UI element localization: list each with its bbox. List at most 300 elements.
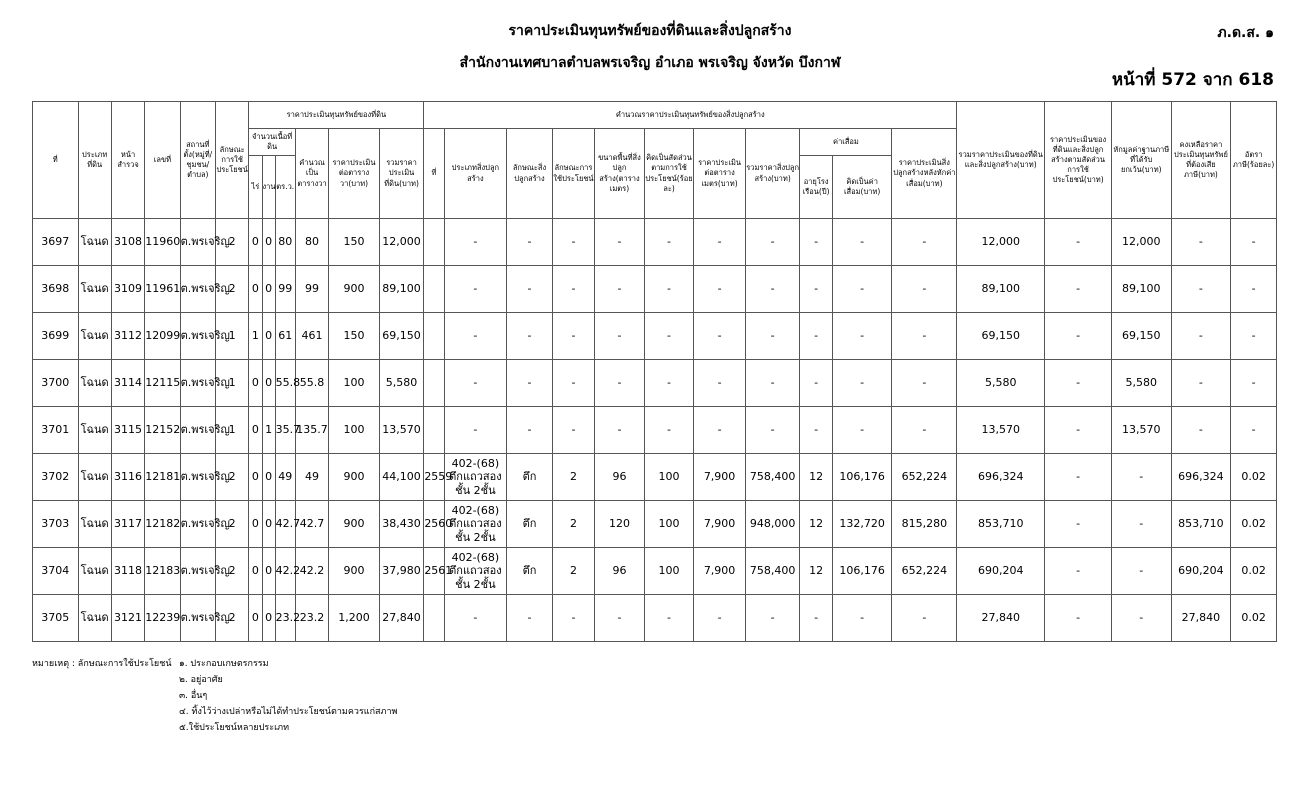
cell-price-per-wa: 900 <box>329 454 380 501</box>
col-mixed-price: ราคาประเมินของที่ดินและสิ่งปลูกสร้างตามสัดส่วนการใช้ประโยชน์(บาท) <box>1045 102 1112 219</box>
cell-building-net: - <box>892 407 957 454</box>
cell-price-per-wa: 900 <box>329 266 380 313</box>
cell-age: - <box>800 219 832 266</box>
cell-doc-no: 12099 <box>145 313 180 360</box>
cell-depreciation: - <box>832 219 892 266</box>
group-land-area: จำนวนเนื้อที่ดิน <box>249 129 296 156</box>
cell-building-percent: - <box>644 313 694 360</box>
document-title: ราคาประเมินทุนทรัพย์ของที่ดินและสิ่งปลูกสร้าง <box>508 23 792 39</box>
cell-land-type: โฉนด <box>78 454 111 501</box>
cell-wa: 80 <box>275 219 295 266</box>
cell-usage: 2 <box>216 501 249 548</box>
cell-rai: 0 <box>249 454 262 501</box>
col-price-per-m2: ราคาประเมินต่อตารางเมตร(บาท) <box>694 129 746 219</box>
cell-taxable: - <box>1171 313 1231 360</box>
group-depreciation: ค่าเสื่อม <box>800 129 892 156</box>
cell-tax-rate: 0.02 <box>1231 454 1277 501</box>
cell-usage: 2 <box>216 266 249 313</box>
cell-location: ต.พรเจริญ <box>180 595 215 642</box>
cell-wa: 42.7 <box>275 501 295 548</box>
cell-building-percent: 100 <box>644 548 694 595</box>
table-row <box>33 595 1277 642</box>
cell-building-no <box>424 360 444 407</box>
cell-rai: 0 <box>249 501 262 548</box>
table-row <box>33 360 1277 407</box>
cell-depreciation: - <box>832 407 892 454</box>
cell-grand-total: 690,204 <box>957 548 1045 595</box>
cell-price-per-wa: 100 <box>329 407 380 454</box>
cell-land-total: 37,980 <box>379 548 424 595</box>
cell-building-no <box>424 266 444 313</box>
cell-building-total: 948,000 <box>745 501 800 548</box>
cell-building-usage: 2 <box>552 454 594 501</box>
cell-location: ต.พรเจริญ <box>180 266 215 313</box>
cell-building-net: - <box>892 595 957 642</box>
cell-land-total: 69,150 <box>379 313 424 360</box>
cell-building-net: 815,280 <box>892 501 957 548</box>
cell-grand-total: 69,150 <box>957 313 1045 360</box>
col-ngan: งาน <box>262 156 275 219</box>
cell-usage: 2 <box>216 548 249 595</box>
cell-building-usage: - <box>552 313 594 360</box>
cell-survey-page: 3112 <box>111 313 144 360</box>
cell-grand-total: 12,000 <box>957 219 1045 266</box>
cell-building-area: 120 <box>595 501 645 548</box>
col-building-area: ขนาดพื้นที่สิ่งปลูกสร้าง(ตารางเมตร) <box>595 129 645 219</box>
cell-building-area: - <box>595 360 645 407</box>
cell-exemption: 13,570 <box>1111 407 1171 454</box>
cell-building-no: 2560 <box>424 501 444 548</box>
cell-building-type: - <box>444 266 507 313</box>
cell-land-type: โฉนด <box>78 595 111 642</box>
cell-exemption: 69,150 <box>1111 313 1171 360</box>
cell-taxable: 853,710 <box>1171 501 1231 548</box>
cell-age: - <box>800 595 832 642</box>
cell-building-kind: - <box>507 266 553 313</box>
cell-doc-no: 12152 <box>145 407 180 454</box>
cell-building-type: 402-(68) ตึกแถวสองชั้น 2ชั้น <box>444 501 507 548</box>
cell-building-no <box>424 407 444 454</box>
cell-land-type: โฉนด <box>78 548 111 595</box>
cell-exemption: - <box>1111 595 1171 642</box>
cell-sq-wa: 49 <box>295 454 328 501</box>
cell-ngan: 0 <box>262 454 275 501</box>
cell-building-usage: - <box>552 595 594 642</box>
col-land-type: ประเภทที่ดิน <box>78 102 111 219</box>
cell-building-no <box>424 595 444 642</box>
cell-building-type: - <box>444 360 507 407</box>
cell-building-kind: ตึก <box>507 548 553 595</box>
cell-building-area: - <box>595 219 645 266</box>
cell-building-net: - <box>892 219 957 266</box>
cell-location: ต.พรเจริญ <box>180 313 215 360</box>
table-row <box>33 501 1277 548</box>
cell-location: ต.พรเจริญ <box>180 360 215 407</box>
cell-grand-total: 853,710 <box>957 501 1045 548</box>
cell-exemption: - <box>1111 454 1171 501</box>
col-depreciation: คิดเป็นค่าเสื่อม(บาท) <box>832 156 892 219</box>
assessment-table <box>32 101 1277 642</box>
cell-grand-total: 89,100 <box>957 266 1045 313</box>
cell-age: 12 <box>800 501 832 548</box>
cell-taxable: - <box>1171 266 1231 313</box>
col-building-percent: คิดเป็นสัดส่วนตามการใช้ประโยชน์(ร้อยละ) <box>644 129 694 219</box>
cell-doc-no: 12181 <box>145 454 180 501</box>
col-location: สถานที่ตั้ง(หมู่ที่/ชุมชน/ตำบล) <box>180 102 215 219</box>
cell-survey-page: 3117 <box>111 501 144 548</box>
col-taxable: คงเหลือราคาประเมินทุนทรัพย์ที่ต้องเสียภาษี(บาท) <box>1171 102 1231 219</box>
footnote-label: หมายเหตุ : ลักษณะการใช้ประโยชน์ <box>32 659 172 669</box>
cell-price-per-m2: 7,900 <box>694 548 746 595</box>
cell-tax-rate: 0.02 <box>1231 595 1277 642</box>
cell-price-per-m2: - <box>694 595 746 642</box>
cell-age: 12 <box>800 454 832 501</box>
footnote-item: ๔. ทิ้งไว้ว่างเปล่าหรือไม่ได้ทำประโยชน์ตามควรแก่สภาพ <box>179 707 398 717</box>
cell-grand-total: 696,324 <box>957 454 1045 501</box>
cell-mixed-price: - <box>1045 360 1112 407</box>
cell-tax-rate: - <box>1231 360 1277 407</box>
cell-wa: 49 <box>275 454 295 501</box>
cell-building-usage: 2 <box>552 548 594 595</box>
cell-rai: 0 <box>249 407 262 454</box>
cell-usage: 1 <box>216 407 249 454</box>
cell-exemption: - <box>1111 501 1171 548</box>
cell-building-kind: ตึก <box>507 501 553 548</box>
cell-wa: 35.7 <box>275 407 295 454</box>
cell-land-type: โฉนด <box>78 313 111 360</box>
cell-land-total: 5,580 <box>379 360 424 407</box>
cell-depreciation: 106,176 <box>832 548 892 595</box>
cell-land-type: โฉนด <box>78 407 111 454</box>
cell-rai: 0 <box>249 595 262 642</box>
table-row <box>33 313 1277 360</box>
cell-usage: 1 <box>216 313 249 360</box>
cell-building-kind: - <box>507 407 553 454</box>
cell-tax-rate: 0.02 <box>1231 548 1277 595</box>
cell-survey-page: 3108 <box>111 219 144 266</box>
cell-taxable: - <box>1171 360 1231 407</box>
cell-sq-wa: 55.8 <box>295 360 328 407</box>
cell-building-percent: - <box>644 360 694 407</box>
cell-building-total: - <box>745 407 800 454</box>
cell-no: 3703 <box>33 501 79 548</box>
cell-ngan: 0 <box>262 501 275 548</box>
cell-age: - <box>800 407 832 454</box>
cell-building-net: 652,224 <box>892 454 957 501</box>
cell-building-total: - <box>745 595 800 642</box>
cell-usage: 1 <box>216 360 249 407</box>
cell-building-type: - <box>444 219 507 266</box>
cell-price-per-wa: 900 <box>329 548 380 595</box>
cell-building-percent: 100 <box>644 454 694 501</box>
office-subtitle: สำนักงานเทศบาลตำบลพรเจริญ อำเภอ พรเจริญ จังหวัด บึงกาฬ <box>459 55 841 71</box>
cell-rai: 0 <box>249 219 262 266</box>
cell-building-net: - <box>892 360 957 407</box>
cell-wa: 99 <box>275 266 295 313</box>
cell-price-per-m2: 7,900 <box>694 454 746 501</box>
cell-building-total: - <box>745 360 800 407</box>
cell-survey-page: 3114 <box>111 360 144 407</box>
cell-sq-wa: 42.7 <box>295 501 328 548</box>
cell-mixed-price: - <box>1045 454 1112 501</box>
cell-ngan: 0 <box>262 360 275 407</box>
cell-price-per-m2: - <box>694 360 746 407</box>
cell-ngan: 0 <box>262 595 275 642</box>
cell-location: ต.พรเจริญ <box>180 501 215 548</box>
cell-building-area: - <box>595 313 645 360</box>
cell-mixed-price: - <box>1045 501 1112 548</box>
cell-building-type: - <box>444 313 507 360</box>
col-building-usage: ลักษณะการใช้ประโยชน์ <box>552 129 594 219</box>
group-land-price: ราคาประเมินทุนทรัพย์ของที่ดิน <box>249 102 424 129</box>
footnote-first-line <box>32 656 397 672</box>
cell-no: 3704 <box>33 548 79 595</box>
col-doc-no: เลขที่ <box>145 102 180 219</box>
table-row <box>33 407 1277 454</box>
cell-tax-rate: - <box>1231 219 1277 266</box>
cell-mixed-price: - <box>1045 313 1112 360</box>
col-no: ที่ <box>33 102 79 219</box>
col-age: อายุโรงเรือน(ปี) <box>800 156 832 219</box>
cell-land-total: 38,430 <box>379 501 424 548</box>
cell-survey-page: 3116 <box>111 454 144 501</box>
col-rai: ไร่ <box>249 156 262 219</box>
cell-wa: 61 <box>275 313 295 360</box>
cell-usage: 2 <box>216 595 249 642</box>
cell-building-no: 2561 <box>424 548 444 595</box>
cell-building-percent: - <box>644 407 694 454</box>
cell-land-total: 12,000 <box>379 219 424 266</box>
cell-building-total: - <box>745 266 800 313</box>
cell-land-total: 27,840 <box>379 595 424 642</box>
cell-age: - <box>800 266 832 313</box>
cell-building-net: - <box>892 266 957 313</box>
cell-sq-wa: 23.2 <box>295 595 328 642</box>
table-body <box>33 219 1277 642</box>
cell-tax-rate: - <box>1231 407 1277 454</box>
cell-building-total: 758,400 <box>745 454 800 501</box>
cell-building-usage: - <box>552 407 594 454</box>
col-tax-rate: อัตราภาษี(ร้อยละ) <box>1231 102 1277 219</box>
cell-land-total: 89,100 <box>379 266 424 313</box>
cell-taxable: 27,840 <box>1171 595 1231 642</box>
cell-building-no: 2559 <box>424 454 444 501</box>
cell-no: 3701 <box>33 407 79 454</box>
cell-taxable: - <box>1171 219 1231 266</box>
col-land-total: รวมราคาประเมินที่ดิน(บาท) <box>379 129 424 219</box>
cell-building-percent: 100 <box>644 501 694 548</box>
cell-land-type: โฉนด <box>78 360 111 407</box>
cell-building-area: 96 <box>595 454 645 501</box>
cell-survey-page: 3118 <box>111 548 144 595</box>
col-wa: ตร.ว. <box>275 156 295 219</box>
cell-building-usage: - <box>552 360 594 407</box>
cell-rai: 0 <box>249 548 262 595</box>
cell-mixed-price: - <box>1045 595 1112 642</box>
cell-land-type: โฉนด <box>78 501 111 548</box>
cell-rai: 0 <box>249 266 262 313</box>
cell-location: ต.พรเจริญ <box>180 219 215 266</box>
cell-depreciation: 132,720 <box>832 501 892 548</box>
footnote-item: ๕.ใช้ประโยชน์หลายประเภท <box>179 723 290 733</box>
cell-grand-total: 5,580 <box>957 360 1045 407</box>
cell-doc-no: 12115 <box>145 360 180 407</box>
cell-doc-no: 11961 <box>145 266 180 313</box>
cell-no: 3705 <box>33 595 79 642</box>
cell-exemption: 12,000 <box>1111 219 1171 266</box>
cell-tax-rate: - <box>1231 313 1277 360</box>
col-survey-page: หน้าสำรวจ <box>111 102 144 219</box>
footnote-item: ๓. อื่นๆ <box>179 691 208 701</box>
footnote-item: ๒. อยู่อาศัย <box>179 675 223 685</box>
col-exemption: หักมูลค่าฐานภาษีที่ได้รับยกเว้น(บาท) <box>1111 102 1171 219</box>
cell-tax-rate: - <box>1231 266 1277 313</box>
cell-grand-total: 27,840 <box>957 595 1045 642</box>
cell-building-area: - <box>595 595 645 642</box>
cell-mixed-price: - <box>1045 548 1112 595</box>
cell-sq-wa: 80 <box>295 219 328 266</box>
cell-exemption: 5,580 <box>1111 360 1171 407</box>
cell-depreciation: - <box>832 313 892 360</box>
cell-wa: 55.8 <box>275 360 295 407</box>
cell-survey-page: 3115 <box>111 407 144 454</box>
cell-land-type: โฉนด <box>78 219 111 266</box>
cell-no: 3702 <box>33 454 79 501</box>
cell-building-no <box>424 313 444 360</box>
col-building-type: ประเภทสิ่งปลูกสร้าง <box>444 129 507 219</box>
col-building-total: รวมราคาสิ่งปลูกสร้าง(บาท) <box>745 129 800 219</box>
cell-building-net: - <box>892 313 957 360</box>
cell-rai: 1 <box>249 313 262 360</box>
cell-building-total: 758,400 <box>745 548 800 595</box>
cell-ngan: 1 <box>262 407 275 454</box>
group-building-price: คำนวณราคาประเมินทุนทรัพย์ของสิ่งปลูกสร้าง <box>424 102 957 129</box>
cell-usage: 2 <box>216 219 249 266</box>
cell-building-total: - <box>745 313 800 360</box>
table-row <box>33 454 1277 501</box>
cell-ngan: 0 <box>262 266 275 313</box>
cell-building-usage: - <box>552 266 594 313</box>
cell-building-percent: - <box>644 266 694 313</box>
cell-mixed-price: - <box>1045 266 1112 313</box>
footnote-item: ๑. ประกอบเกษตรกรรม <box>179 659 269 669</box>
table-row <box>33 219 1277 266</box>
cell-mixed-price: - <box>1045 407 1112 454</box>
cell-depreciation: - <box>832 266 892 313</box>
cell-building-usage: - <box>552 219 594 266</box>
col-building-kind: ลักษณะสิ่งปลูกสร้าง <box>507 129 553 219</box>
cell-mixed-price: - <box>1045 219 1112 266</box>
cell-building-area: - <box>595 266 645 313</box>
cell-survey-page: 3109 <box>111 266 144 313</box>
cell-no: 3700 <box>33 360 79 407</box>
cell-exemption: - <box>1111 548 1171 595</box>
cell-building-net: 652,224 <box>892 548 957 595</box>
cell-sq-wa: 135.7 <box>295 407 328 454</box>
cell-sq-wa: 99 <box>295 266 328 313</box>
cell-price-per-wa: 150 <box>329 313 380 360</box>
col-price-per-wa: ราคาประเมินต่อตารางวา(บาท) <box>329 129 380 219</box>
cell-land-total: 44,100 <box>379 454 424 501</box>
cell-land-total: 13,570 <box>379 407 424 454</box>
cell-building-area: 96 <box>595 548 645 595</box>
cell-price-per-wa: 1,200 <box>329 595 380 642</box>
cell-survey-page: 3121 <box>111 595 144 642</box>
cell-ngan: 0 <box>262 219 275 266</box>
page-number: หน้าที่ 572 จาก 618 <box>1111 70 1274 90</box>
col-building-net: ราคาประเมินสิ่งปลูกสร้างหลังหักค่าเสื่อม(บาท) <box>892 129 957 219</box>
col-grand-total: รวมราคาประเมินของที่ดินและสิ่งปลูกสร้าง(บาท) <box>957 102 1045 219</box>
cell-ngan: 0 <box>262 313 275 360</box>
cell-no: 3697 <box>33 219 79 266</box>
cell-tax-rate: 0.02 <box>1231 501 1277 548</box>
col-land-usage: ลักษณะการใช้ประโยชน์ <box>216 102 249 219</box>
cell-taxable: 696,324 <box>1171 454 1231 501</box>
cell-sq-wa: 42.2 <box>295 548 328 595</box>
cell-usage: 2 <box>216 454 249 501</box>
cell-depreciation: 106,176 <box>832 454 892 501</box>
cell-building-type: 402-(68) ตึกแถวสองชั้น 2ชั้น <box>444 548 507 595</box>
table-row <box>33 266 1277 313</box>
cell-price-per-m2: - <box>694 266 746 313</box>
cell-building-kind: - <box>507 595 553 642</box>
cell-wa: 23.2 <box>275 595 295 642</box>
cell-grand-total: 13,570 <box>957 407 1045 454</box>
cell-price-per-m2: - <box>694 219 746 266</box>
cell-wa: 42.2 <box>275 548 295 595</box>
form-code: ภ.ด.ส. ๑ <box>1217 25 1274 41</box>
cell-building-kind: - <box>507 313 553 360</box>
cell-building-kind: - <box>507 219 553 266</box>
footnotes <box>32 656 397 736</box>
cell-age: - <box>800 360 832 407</box>
cell-taxable: 690,204 <box>1171 548 1231 595</box>
cell-building-type: - <box>444 407 507 454</box>
cell-location: ต.พรเจริญ <box>180 548 215 595</box>
cell-location: ต.พรเจริญ <box>180 454 215 501</box>
cell-depreciation: - <box>832 595 892 642</box>
table-row <box>33 548 1277 595</box>
cell-doc-no: 11960 <box>145 219 180 266</box>
cell-doc-no: 12239 <box>145 595 180 642</box>
cell-exemption: 89,100 <box>1111 266 1171 313</box>
cell-building-type: 402-(68) ตึกแถวสองชั้น 2ชั้น <box>444 454 507 501</box>
cell-building-percent: - <box>644 219 694 266</box>
cell-doc-no: 12183 <box>145 548 180 595</box>
cell-price-per-wa: 100 <box>329 360 380 407</box>
cell-sq-wa: 461 <box>295 313 328 360</box>
cell-building-percent: - <box>644 595 694 642</box>
cell-price-per-m2: 7,900 <box>694 501 746 548</box>
cell-building-kind: ตึก <box>507 454 553 501</box>
cell-doc-no: 12182 <box>145 501 180 548</box>
cell-building-usage: 2 <box>552 501 594 548</box>
col-building-no: ที่ <box>424 129 444 219</box>
cell-price-per-m2: - <box>694 313 746 360</box>
cell-price-per-m2: - <box>694 407 746 454</box>
cell-rai: 0 <box>249 360 262 407</box>
cell-building-type: - <box>444 595 507 642</box>
cell-land-type: โฉนด <box>78 266 111 313</box>
cell-ngan: 0 <box>262 548 275 595</box>
cell-age: 12 <box>800 548 832 595</box>
cell-location: ต.พรเจริญ <box>180 407 215 454</box>
cell-depreciation: - <box>832 360 892 407</box>
cell-no: 3698 <box>33 266 79 313</box>
cell-building-kind: - <box>507 360 553 407</box>
cell-building-total: - <box>745 219 800 266</box>
cell-building-area: - <box>595 407 645 454</box>
